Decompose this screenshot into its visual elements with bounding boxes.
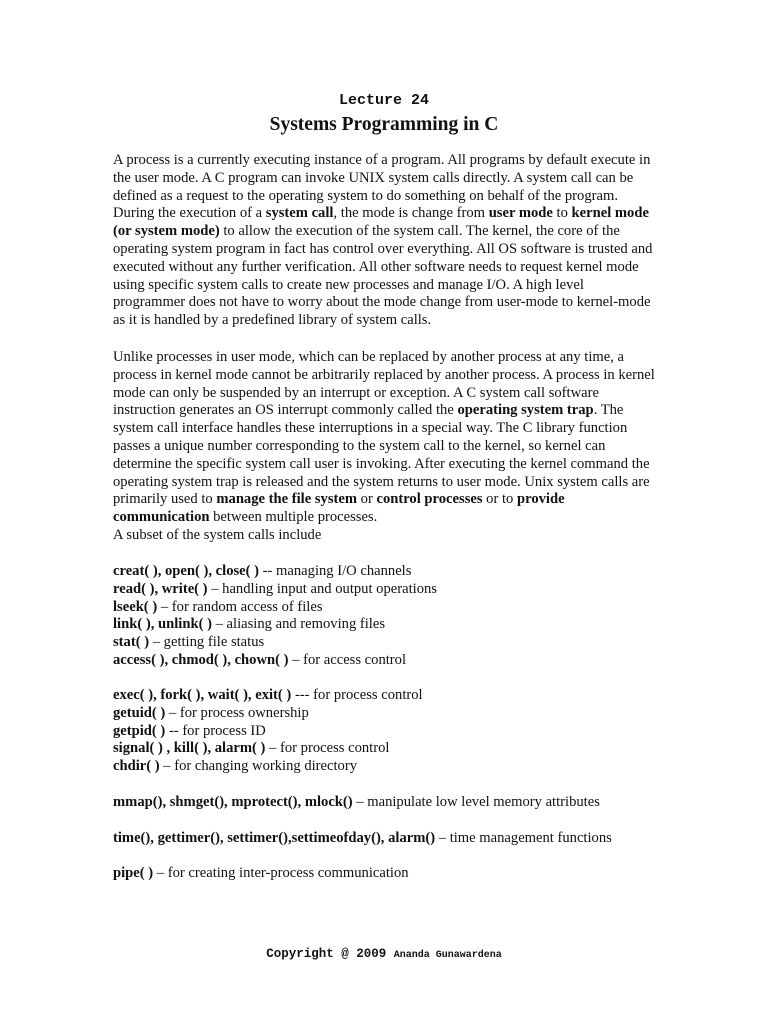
system-call-names: link( ), unlink( )	[113, 616, 212, 633]
system-call-description: – for creating inter-process communication	[153, 865, 409, 881]
system-call-description: – time management functions	[435, 830, 612, 846]
system-call-entry	[113, 723, 673, 741]
text-run: or	[357, 491, 377, 508]
text-run: between multiple processes.	[209, 509, 378, 526]
page-title: Systems Programming in C	[269, 114, 499, 135]
bold-term: kernel mode (or system mode)	[113, 205, 649, 240]
process-calls-list	[113, 687, 673, 776]
system-call-entry	[113, 830, 673, 848]
system-call-names: getpid( )	[113, 722, 166, 739]
system-call-entry	[113, 705, 673, 723]
system-call-names: access( ), chmod( ), chown( )	[113, 651, 289, 668]
bold-term: manage the file system	[216, 491, 357, 508]
system-call-names: chdir( )	[113, 758, 160, 775]
system-call-names: signal( ) , kill( ), alarm( )	[113, 740, 266, 757]
system-call-description: – for access control	[288, 651, 407, 668]
text-run: . The system call interface handles these interruptions in a special way. The C library function passes a unique number corresponding to the system call to the kernel, so kernel can determine the specific system call user is invoking. After executing the kernel command the operating system trap is released and the system returns to user mode. Unix system calls are primarily used to	[113, 402, 650, 508]
bold-term: provide communication	[113, 491, 565, 526]
text-run: to	[552, 205, 572, 222]
system-call-description: --- for process control	[291, 687, 423, 703]
system-call-names: lseek( )	[113, 598, 158, 615]
bold-term: control processes	[376, 491, 483, 508]
system-call-description: – for process ownership	[165, 704, 309, 721]
system-call-names: pipe( )	[113, 865, 154, 881]
system-call-entry	[113, 794, 673, 812]
author-name: Ananda Gunawardena	[393, 950, 502, 961]
system-call-description: -- managing I/O channels	[259, 563, 412, 579]
kernel-mode-paragraph	[113, 349, 658, 545]
copyright-text: Copyright @ 2009	[266, 947, 394, 961]
system-call-entry	[113, 563, 673, 581]
system-call-names: time(), gettimer(), settimer(),settimeofday(), alarm()	[113, 830, 436, 846]
text-run: or to	[482, 491, 517, 508]
system-call-entry	[113, 740, 673, 758]
system-call-entry	[113, 758, 673, 776]
system-call-entry	[113, 634, 673, 652]
system-call-entry	[113, 581, 673, 599]
system-call-description: – for random access of files	[157, 598, 323, 615]
system-call-description: – aliasing and removing files	[211, 616, 386, 633]
system-call-names: read( ), write( )	[113, 580, 208, 597]
system-call-names: creat( ), open( ), close( )	[113, 563, 260, 579]
intro-paragraph	[113, 152, 658, 330]
text-run: to allow the execution of the system call. The kernel, the core of the operating system program in fact has control over everything. All OS software is trusted and executed without any further verification. All other software needs to request kernel mode using specific system calls to create new processes and manage I/O. A high level programmer does not have to worry about the mode change from user-mode to kernel-mode as it is handled by a predefined library of system calls.	[113, 223, 653, 329]
system-call-description: -- for process ID	[165, 722, 266, 739]
copyright-footer	[0, 944, 768, 962]
system-call-entry	[113, 599, 673, 617]
time-calls-list	[113, 830, 673, 848]
text-run: A subset of the system calls include	[113, 526, 322, 543]
system-call-description: – manipulate low level memory attributes	[352, 794, 600, 810]
system-call-names: mmap(), shmget(), mprotect(), mlock()	[113, 794, 353, 810]
system-call-description: – handling input and output operations	[207, 580, 437, 597]
ipc-calls-list	[113, 865, 673, 883]
bold-term: system call	[265, 205, 334, 222]
system-call-entry	[113, 687, 673, 705]
memory-calls-list	[113, 794, 673, 812]
text-run: , the mode is change from	[333, 205, 489, 222]
text-run: Unlike processes in user mode, which can be replaced by another process at any time, a process in kernel mode cannot be arbitrarily replaced by another process. A process in kernel mode can only be suspended by an interrupt or exception. A C system call software instruction generates an OS interrupt commonly called the	[113, 349, 655, 419]
system-call-description: – for changing working directory	[159, 758, 357, 775]
file-calls-list	[113, 563, 673, 670]
lecture-number: Lecture 24	[338, 92, 429, 109]
system-call-entry	[113, 616, 673, 634]
system-call-description: – for process control	[265, 740, 390, 757]
system-call-names: getuid( )	[113, 704, 166, 721]
system-call-names: stat( )	[113, 634, 150, 651]
bold-term: user mode	[488, 205, 553, 222]
text-run: A process is a currently executing instance of a program. All programs by default execute in the user mode. A C program can invoke UNIX system calls directly. A system call can be defined as a request to the operating system to do something on behalf of the program. During the execution of a	[113, 152, 651, 222]
system-call-entry	[113, 865, 673, 883]
system-call-names: exec( ), fork( ), wait( ), exit( )	[113, 687, 292, 703]
bold-term: operating system trap	[457, 402, 594, 419]
system-call-description: – getting file status	[149, 634, 265, 651]
system-call-entry	[113, 652, 673, 670]
